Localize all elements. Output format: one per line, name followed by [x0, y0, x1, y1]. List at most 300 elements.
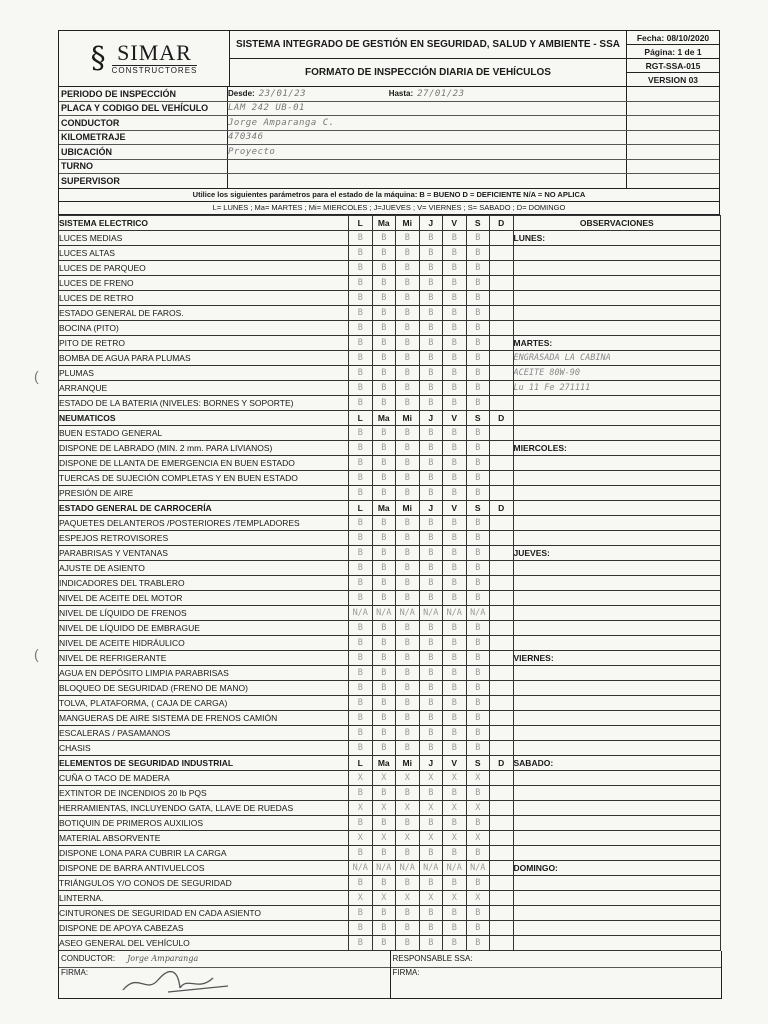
day-mark-cell[interactable]: B — [349, 230, 373, 245]
day-mark-cell[interactable]: N/A — [466, 860, 490, 875]
day-mark-cell[interactable]: X — [372, 800, 396, 815]
day-mark-cell[interactable]: B — [372, 245, 396, 260]
day-mark-cell[interactable]: B — [396, 815, 420, 830]
day-mark-cell[interactable]: X — [396, 800, 420, 815]
observation-blank-line[interactable] — [513, 680, 721, 695]
day-mark-cell[interactable] — [490, 905, 514, 920]
day-mark-cell[interactable]: B — [466, 305, 490, 320]
day-mark-cell[interactable]: B — [349, 245, 373, 260]
day-mark-cell[interactable] — [490, 365, 514, 380]
observation-blank-line[interactable] — [513, 815, 721, 830]
day-mark-cell[interactable]: B — [349, 545, 373, 560]
observation-blank-line[interactable] — [513, 590, 721, 605]
day-mark-cell[interactable]: B — [349, 815, 373, 830]
day-mark-cell[interactable]: B — [396, 710, 420, 725]
day-mark-cell[interactable]: B — [466, 470, 490, 485]
day-mark-cell[interactable]: B — [443, 455, 467, 470]
day-mark-cell[interactable]: B — [396, 320, 420, 335]
day-mark-cell[interactable]: B — [443, 635, 467, 650]
day-mark-cell[interactable]: B — [419, 305, 443, 320]
observation-blank-line[interactable] — [513, 530, 721, 545]
day-mark-cell[interactable]: B — [396, 740, 420, 755]
day-mark-cell[interactable]: B — [443, 725, 467, 740]
day-mark-cell[interactable]: B — [443, 665, 467, 680]
day-mark-cell[interactable]: B — [396, 905, 420, 920]
observation-blank-line[interactable] — [513, 890, 721, 905]
day-mark-cell[interactable]: X — [443, 770, 467, 785]
day-mark-cell[interactable]: B — [443, 335, 467, 350]
day-mark-cell[interactable]: B — [466, 875, 490, 890]
day-mark-cell[interactable]: B — [396, 350, 420, 365]
day-mark-cell[interactable]: B — [372, 305, 396, 320]
day-mark-cell[interactable]: B — [349, 290, 373, 305]
day-mark-cell[interactable]: B — [466, 395, 490, 410]
day-mark-cell[interactable]: B — [443, 290, 467, 305]
day-mark-cell[interactable]: B — [466, 650, 490, 665]
day-mark-cell[interactable]: B — [419, 620, 443, 635]
observation-blank-line[interactable] — [513, 695, 721, 710]
day-mark-cell[interactable]: N/A — [349, 860, 373, 875]
day-mark-cell[interactable]: B — [466, 230, 490, 245]
to-value[interactable]: 27/01/23 — [417, 88, 465, 99]
day-mark-cell[interactable]: B — [443, 560, 467, 575]
day-mark-cell[interactable] — [490, 890, 514, 905]
day-mark-cell[interactable]: B — [349, 440, 373, 455]
day-mark-cell[interactable] — [490, 830, 514, 845]
day-mark-cell[interactable] — [490, 770, 514, 785]
day-mark-cell[interactable] — [490, 620, 514, 635]
day-mark-cell[interactable] — [490, 800, 514, 815]
observation-note[interactable]: ENGRASADA LA CABINA — [513, 350, 721, 365]
day-mark-cell[interactable]: B — [372, 740, 396, 755]
day-mark-cell[interactable]: B — [443, 815, 467, 830]
day-mark-cell[interactable]: B — [372, 350, 396, 365]
day-mark-cell[interactable]: B — [372, 485, 396, 500]
observation-blank-line[interactable] — [513, 245, 721, 260]
day-mark-cell[interactable]: X — [466, 800, 490, 815]
day-mark-cell[interactable]: B — [396, 785, 420, 800]
observation-note[interactable]: Lu 11 Fe 271111 — [513, 380, 721, 395]
day-mark-cell[interactable]: B — [372, 230, 396, 245]
day-mark-cell[interactable]: B — [396, 680, 420, 695]
day-mark-cell[interactable] — [490, 350, 514, 365]
day-mark-cell[interactable]: B — [372, 680, 396, 695]
day-mark-cell[interactable]: B — [396, 590, 420, 605]
day-mark-cell[interactable]: B — [466, 725, 490, 740]
day-mark-cell[interactable]: B — [443, 695, 467, 710]
day-mark-cell[interactable]: B — [396, 695, 420, 710]
day-mark-cell[interactable]: B — [443, 920, 467, 935]
day-mark-cell[interactable]: B — [419, 365, 443, 380]
day-mark-cell[interactable] — [490, 650, 514, 665]
day-mark-cell[interactable]: B — [396, 635, 420, 650]
day-mark-cell[interactable]: B — [372, 545, 396, 560]
day-mark-cell[interactable]: B — [372, 785, 396, 800]
day-mark-cell[interactable]: B — [419, 230, 443, 245]
day-mark-cell[interactable]: B — [396, 650, 420, 665]
day-mark-cell[interactable]: B — [396, 620, 420, 635]
day-mark-cell[interactable] — [490, 920, 514, 935]
day-mark-cell[interactable]: B — [419, 485, 443, 500]
day-mark-cell[interactable]: B — [419, 590, 443, 605]
day-mark-cell[interactable]: B — [443, 935, 467, 950]
day-mark-cell[interactable]: B — [443, 395, 467, 410]
day-mark-cell[interactable]: X — [443, 890, 467, 905]
day-mark-cell[interactable]: B — [443, 305, 467, 320]
day-mark-cell[interactable]: B — [349, 635, 373, 650]
day-mark-cell[interactable] — [490, 935, 514, 950]
day-mark-cell[interactable]: B — [372, 515, 396, 530]
day-mark-cell[interactable]: B — [419, 710, 443, 725]
day-mark-cell[interactable]: B — [396, 365, 420, 380]
day-mark-cell[interactable]: B — [466, 710, 490, 725]
day-mark-cell[interactable]: B — [466, 245, 490, 260]
observation-blank-line[interactable] — [513, 395, 721, 410]
plate-value[interactable]: LAM 242 UB-01 — [228, 103, 305, 114]
day-mark-cell[interactable]: B — [349, 935, 373, 950]
day-mark-cell[interactable]: X — [396, 890, 420, 905]
day-mark-cell[interactable] — [490, 320, 514, 335]
day-mark-cell[interactable]: B — [466, 515, 490, 530]
observation-blank-line[interactable] — [513, 305, 721, 320]
day-mark-cell[interactable]: B — [349, 680, 373, 695]
observation-blank-line[interactable] — [513, 935, 721, 950]
day-mark-cell[interactable] — [490, 455, 514, 470]
day-mark-cell[interactable]: B — [419, 260, 443, 275]
day-mark-cell[interactable]: B — [466, 665, 490, 680]
day-mark-cell[interactable]: B — [443, 905, 467, 920]
day-mark-cell[interactable]: B — [419, 815, 443, 830]
observation-note[interactable]: ACEITE 80W-90 — [513, 365, 721, 380]
day-mark-cell[interactable]: B — [349, 560, 373, 575]
day-mark-cell[interactable]: B — [466, 530, 490, 545]
day-mark-cell[interactable]: B — [396, 335, 420, 350]
day-mark-cell[interactable]: B — [466, 785, 490, 800]
day-mark-cell[interactable]: N/A — [466, 605, 490, 620]
day-mark-cell[interactable]: B — [443, 260, 467, 275]
day-mark-cell[interactable]: B — [372, 335, 396, 350]
day-mark-cell[interactable]: B — [349, 920, 373, 935]
day-mark-cell[interactable]: B — [349, 455, 373, 470]
day-mark-cell[interactable]: B — [372, 470, 396, 485]
day-mark-cell[interactable] — [490, 860, 514, 875]
observation-blank-line[interactable] — [513, 665, 721, 680]
day-mark-cell[interactable]: N/A — [372, 605, 396, 620]
driver-value[interactable]: Jorge Amparanga C. — [228, 117, 335, 128]
day-mark-cell[interactable]: X — [349, 770, 373, 785]
day-mark-cell[interactable]: B — [396, 560, 420, 575]
day-mark-cell[interactable]: X — [372, 830, 396, 845]
km-value[interactable]: 470346 — [228, 132, 264, 143]
day-mark-cell[interactable]: X — [419, 830, 443, 845]
day-mark-cell[interactable]: B — [372, 365, 396, 380]
day-mark-cell[interactable]: B — [466, 590, 490, 605]
day-mark-cell[interactable]: B — [396, 275, 420, 290]
day-mark-cell[interactable]: B — [372, 875, 396, 890]
day-mark-cell[interactable]: B — [349, 905, 373, 920]
day-mark-cell[interactable]: B — [466, 635, 490, 650]
day-mark-cell[interactable]: B — [349, 620, 373, 635]
observation-blank-line[interactable] — [513, 260, 721, 275]
day-mark-cell[interactable]: N/A — [396, 860, 420, 875]
day-mark-cell[interactable]: B — [372, 920, 396, 935]
day-mark-cell[interactable]: B — [419, 695, 443, 710]
day-mark-cell[interactable]: B — [396, 305, 420, 320]
day-mark-cell[interactable]: B — [419, 320, 443, 335]
observation-blank-line[interactable] — [513, 485, 721, 500]
from-value[interactable]: 23/01/23 — [258, 88, 307, 99]
day-mark-cell[interactable] — [490, 545, 514, 560]
day-mark-cell[interactable]: B — [372, 455, 396, 470]
day-mark-cell[interactable]: B — [419, 335, 443, 350]
day-mark-cell[interactable]: B — [349, 740, 373, 755]
day-mark-cell[interactable]: B — [443, 590, 467, 605]
location-value[interactable]: Proyecto — [228, 146, 276, 157]
day-mark-cell[interactable] — [490, 425, 514, 440]
observation-blank-line[interactable] — [513, 410, 721, 425]
day-mark-cell[interactable] — [490, 740, 514, 755]
day-mark-cell[interactable]: X — [466, 890, 490, 905]
day-mark-cell[interactable]: B — [466, 560, 490, 575]
day-mark-cell[interactable]: B — [419, 680, 443, 695]
day-mark-cell[interactable]: B — [443, 425, 467, 440]
day-mark-cell[interactable]: B — [396, 470, 420, 485]
day-mark-cell[interactable]: B — [466, 485, 490, 500]
day-mark-cell[interactable]: B — [349, 275, 373, 290]
day-mark-cell[interactable]: B — [372, 260, 396, 275]
day-mark-cell[interactable]: B — [419, 845, 443, 860]
day-mark-cell[interactable]: B — [349, 485, 373, 500]
day-mark-cell[interactable]: B — [396, 425, 420, 440]
observation-blank-line[interactable] — [513, 635, 721, 650]
day-mark-cell[interactable]: B — [396, 575, 420, 590]
day-mark-cell[interactable]: B — [419, 470, 443, 485]
day-mark-cell[interactable]: B — [349, 305, 373, 320]
day-mark-cell[interactable] — [490, 845, 514, 860]
day-mark-cell[interactable]: B — [466, 575, 490, 590]
day-mark-cell[interactable]: B — [349, 785, 373, 800]
day-mark-cell[interactable] — [490, 665, 514, 680]
day-mark-cell[interactable]: B — [443, 380, 467, 395]
day-mark-cell[interactable]: B — [419, 875, 443, 890]
day-mark-cell[interactable]: B — [396, 455, 420, 470]
day-mark-cell[interactable]: B — [349, 725, 373, 740]
day-mark-cell[interactable]: B — [349, 380, 373, 395]
observation-blank-line[interactable] — [513, 770, 721, 785]
day-mark-cell[interactable] — [490, 635, 514, 650]
shift-value[interactable] — [228, 160, 627, 174]
driver-signature-name[interactable]: Jorge Amparanga — [127, 954, 199, 963]
day-mark-cell[interactable]: B — [349, 425, 373, 440]
day-mark-cell[interactable]: B — [372, 815, 396, 830]
observation-blank-line[interactable] — [513, 740, 721, 755]
day-mark-cell[interactable]: B — [466, 290, 490, 305]
day-mark-cell[interactable]: B — [396, 935, 420, 950]
day-mark-cell[interactable]: B — [466, 920, 490, 935]
observation-blank-line[interactable] — [513, 830, 721, 845]
day-mark-cell[interactable]: B — [443, 620, 467, 635]
day-mark-cell[interactable]: B — [396, 440, 420, 455]
observation-blank-line[interactable] — [513, 710, 721, 725]
day-mark-cell[interactable] — [490, 380, 514, 395]
day-mark-cell[interactable]: B — [443, 230, 467, 245]
day-mark-cell[interactable]: B — [443, 530, 467, 545]
day-mark-cell[interactable]: B — [372, 695, 396, 710]
day-mark-cell[interactable] — [490, 260, 514, 275]
day-mark-cell[interactable]: B — [466, 620, 490, 635]
day-mark-cell[interactable]: X — [466, 770, 490, 785]
day-mark-cell[interactable]: X — [419, 890, 443, 905]
day-mark-cell[interactable]: N/A — [372, 860, 396, 875]
day-mark-cell[interactable]: B — [419, 920, 443, 935]
day-mark-cell[interactable] — [490, 245, 514, 260]
day-mark-cell[interactable]: X — [396, 770, 420, 785]
day-mark-cell[interactable]: B — [372, 290, 396, 305]
day-mark-cell[interactable] — [490, 275, 514, 290]
day-mark-cell[interactable]: X — [372, 770, 396, 785]
day-mark-cell[interactable]: B — [443, 680, 467, 695]
day-mark-cell[interactable]: B — [349, 395, 373, 410]
day-mark-cell[interactable]: X — [443, 800, 467, 815]
day-mark-cell[interactable]: B — [396, 395, 420, 410]
day-mark-cell[interactable]: B — [419, 650, 443, 665]
day-mark-cell[interactable]: B — [396, 230, 420, 245]
observation-blank-line[interactable] — [513, 845, 721, 860]
day-mark-cell[interactable]: X — [349, 800, 373, 815]
observation-blank-line[interactable] — [513, 785, 721, 800]
day-mark-cell[interactable]: B — [419, 245, 443, 260]
observation-blank-line[interactable] — [513, 605, 721, 620]
day-mark-cell[interactable]: B — [349, 350, 373, 365]
day-mark-cell[interactable] — [490, 575, 514, 590]
day-mark-cell[interactable]: B — [396, 725, 420, 740]
day-mark-cell[interactable]: B — [396, 515, 420, 530]
day-mark-cell[interactable]: B — [419, 740, 443, 755]
day-mark-cell[interactable]: B — [396, 485, 420, 500]
day-mark-cell[interactable]: B — [419, 575, 443, 590]
day-mark-cell[interactable]: B — [419, 515, 443, 530]
day-mark-cell[interactable]: B — [443, 545, 467, 560]
day-mark-cell[interactable]: B — [443, 245, 467, 260]
day-mark-cell[interactable]: B — [419, 275, 443, 290]
day-mark-cell[interactable]: B — [466, 425, 490, 440]
day-mark-cell[interactable]: X — [419, 800, 443, 815]
day-mark-cell[interactable]: X — [372, 890, 396, 905]
day-mark-cell[interactable]: N/A — [443, 605, 467, 620]
day-mark-cell[interactable] — [490, 785, 514, 800]
day-mark-cell[interactable]: B — [372, 935, 396, 950]
observation-blank-line[interactable] — [513, 875, 721, 890]
day-mark-cell[interactable]: X — [396, 830, 420, 845]
observation-blank-line[interactable] — [513, 905, 721, 920]
day-mark-cell[interactable]: B — [443, 515, 467, 530]
day-mark-cell[interactable]: X — [443, 830, 467, 845]
day-mark-cell[interactable]: B — [372, 665, 396, 680]
day-mark-cell[interactable]: B — [443, 470, 467, 485]
observation-blank-line[interactable] — [513, 560, 721, 575]
day-mark-cell[interactable]: B — [466, 695, 490, 710]
day-mark-cell[interactable]: B — [466, 680, 490, 695]
day-mark-cell[interactable]: B — [372, 710, 396, 725]
day-mark-cell[interactable]: B — [419, 785, 443, 800]
day-mark-cell[interactable]: B — [349, 590, 373, 605]
day-mark-cell[interactable]: B — [466, 935, 490, 950]
day-mark-cell[interactable]: B — [466, 545, 490, 560]
day-mark-cell[interactable] — [490, 305, 514, 320]
day-mark-cell[interactable]: N/A — [419, 860, 443, 875]
day-mark-cell[interactable]: B — [466, 740, 490, 755]
day-mark-cell[interactable]: B — [372, 275, 396, 290]
day-mark-cell[interactable]: B — [466, 275, 490, 290]
day-mark-cell[interactable]: B — [419, 935, 443, 950]
day-mark-cell[interactable]: B — [466, 845, 490, 860]
day-mark-cell[interactable]: B — [372, 575, 396, 590]
day-mark-cell[interactable]: B — [372, 320, 396, 335]
day-mark-cell[interactable] — [490, 230, 514, 245]
observation-blank-line[interactable] — [513, 500, 721, 515]
observation-blank-line[interactable] — [513, 320, 721, 335]
day-mark-cell[interactable]: B — [466, 455, 490, 470]
observation-blank-line[interactable] — [513, 455, 721, 470]
day-mark-cell[interactable]: B — [419, 635, 443, 650]
day-mark-cell[interactable] — [490, 470, 514, 485]
day-mark-cell[interactable]: N/A — [419, 605, 443, 620]
day-mark-cell[interactable]: B — [419, 530, 443, 545]
day-mark-cell[interactable]: B — [419, 455, 443, 470]
day-mark-cell[interactable]: B — [443, 650, 467, 665]
day-mark-cell[interactable]: B — [372, 440, 396, 455]
day-mark-cell[interactable] — [490, 395, 514, 410]
supervisor-value[interactable] — [228, 174, 627, 188]
day-mark-cell[interactable]: B — [372, 530, 396, 545]
day-mark-cell[interactable]: B — [372, 905, 396, 920]
day-mark-cell[interactable]: X — [349, 830, 373, 845]
day-mark-cell[interactable]: B — [349, 695, 373, 710]
day-mark-cell[interactable]: B — [466, 905, 490, 920]
day-mark-cell[interactable] — [490, 515, 514, 530]
day-mark-cell[interactable]: B — [349, 665, 373, 680]
day-mark-cell[interactable]: B — [466, 320, 490, 335]
day-mark-cell[interactable]: B — [349, 530, 373, 545]
day-mark-cell[interactable] — [490, 680, 514, 695]
observation-blank-line[interactable] — [513, 800, 721, 815]
day-mark-cell[interactable]: B — [419, 725, 443, 740]
day-mark-cell[interactable]: B — [466, 350, 490, 365]
day-mark-cell[interactable]: B — [349, 470, 373, 485]
day-mark-cell[interactable]: B — [372, 620, 396, 635]
day-mark-cell[interactable]: B — [372, 845, 396, 860]
day-mark-cell[interactable]: B — [396, 290, 420, 305]
day-mark-cell[interactable]: N/A — [443, 860, 467, 875]
day-mark-cell[interactable]: B — [466, 365, 490, 380]
day-mark-cell[interactable]: N/A — [396, 605, 420, 620]
day-mark-cell[interactable]: B — [443, 485, 467, 500]
day-mark-cell[interactable]: B — [419, 545, 443, 560]
day-mark-cell[interactable]: B — [466, 815, 490, 830]
observation-blank-line[interactable] — [513, 920, 721, 935]
day-mark-cell[interactable]: B — [419, 560, 443, 575]
day-mark-cell[interactable]: B — [349, 875, 373, 890]
observation-blank-line[interactable] — [513, 290, 721, 305]
day-mark-cell[interactable] — [490, 725, 514, 740]
day-mark-cell[interactable]: B — [396, 845, 420, 860]
observation-blank-line[interactable] — [513, 275, 721, 290]
day-mark-cell[interactable]: B — [396, 260, 420, 275]
observation-blank-line[interactable] — [513, 515, 721, 530]
day-mark-cell[interactable]: X — [419, 770, 443, 785]
day-mark-cell[interactable]: B — [443, 440, 467, 455]
day-mark-cell[interactable]: B — [372, 725, 396, 740]
